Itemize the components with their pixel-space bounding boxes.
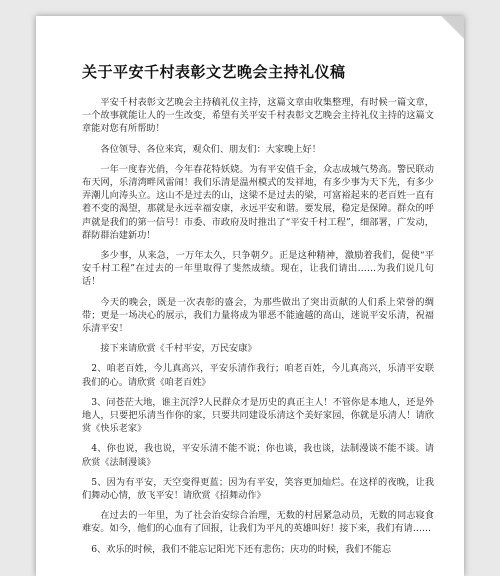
- page-corner-fold: [441, 16, 464, 39]
- paragraph-program-2: 2、咱老百姓，今儿真高兴，平安乐清作我行；咱老百姓，今儿真高兴，乐清平安联我们的心。请欣赏《咱老百姓》: [82, 363, 434, 388]
- paragraph-opening: 一年一度春光俏，今年春花特妖娆。为有平安值千金，众志成城气势高。警民联动布天网，乐清湾畔风雷闹！我们乐清是温州模式的发祥地，有多少事为天下先，有多少弄潮儿向涛头立。这山不是过去的山，这梁不是过去的梁，可富裕起来的老百姓一直有着不变的渴望，那就是永远幸福安康，永远平安和谐。要发展，稳定是保障。群众的呼声就是我们的第一信号！市委、市政府及时推出了“平安千村工程”，细部署，广发动，群防群治建新功！: [82, 163, 434, 241]
- document-title: 关于平安千村表彰文艺晚会主持礼仪稿: [82, 63, 346, 81]
- paragraph-heroes: 在过去的一年里，为了社会治安综合治理，无数的村居紧急动员，无数的同志寝食难安。如今，他们的心血有了回报，让我们为平凡的英雄叫好！接下来，我们有请……: [82, 510, 434, 535]
- document-content: [82, 62, 434, 563]
- paragraph-intro: 平安千村表彰文艺晚会主持稿礼仪主持，这篇文章由收集整理，有时候一篇文章，一个故事就能让人的一生改变，希望有关平安千村表彰文艺晚会主持礼仪主持的这篇文章能对您有所帮助！: [82, 97, 434, 135]
- paragraph-program-4: 4、你也说，我也说，平安乐清不能不说；你也谈，我也谈，法制漫谈不能不谈。请欣赏《法制漫谈》: [82, 443, 434, 468]
- paragraph-greeting: 各位领导、各位来宾，观众们、朋友们：大家晚上好！: [100, 143, 321, 155]
- paragraph-evening-meaning: 今天的晚会，既是一次表彰的盛会，为那些做出了突出贡献的人们系上荣誉的绸带；更是一场决心的展示，我们力量将成为罪恶不能逾越的高山，迷说平安乐清，祝福乐清平安！: [82, 296, 434, 335]
- paragraph-program-1: 接下来请欣赏《千村平安，万民安康》: [100, 343, 257, 355]
- paragraph-speech-invite: 多少事，从来急，一万年太久，只争朝夕。正是这种精神，激励着我们，促使“平安千村工程”在过去的一年里取得了斐然成绩。现在，让我们请出……为我们说几句话！: [82, 250, 434, 288]
- document-page: [36, 16, 464, 576]
- paragraph-program-3: 3、问苍茫大地，谁主沉浮?人民群众才是历史的真正主人！不管你是本地人，还是外地人，只要把乐清当作你的家，只要共同建设乐清这个美好家园，你就是乐清人！请欣赏《快乐老家》: [82, 396, 434, 435]
- paragraph-program-5: 5、因为有平安，天空变得更蓝；因为有平安，笑容更加灿烂。在这样的夜晚，让我们舞动心情，放飞平安！请欣赏《招舞动作》: [82, 476, 434, 502]
- paragraph-program-6: 6、欢乐的时候，我们不能忘记阳光下还有悲伤；庆功的时候，我们不能忘: [91, 543, 392, 555]
